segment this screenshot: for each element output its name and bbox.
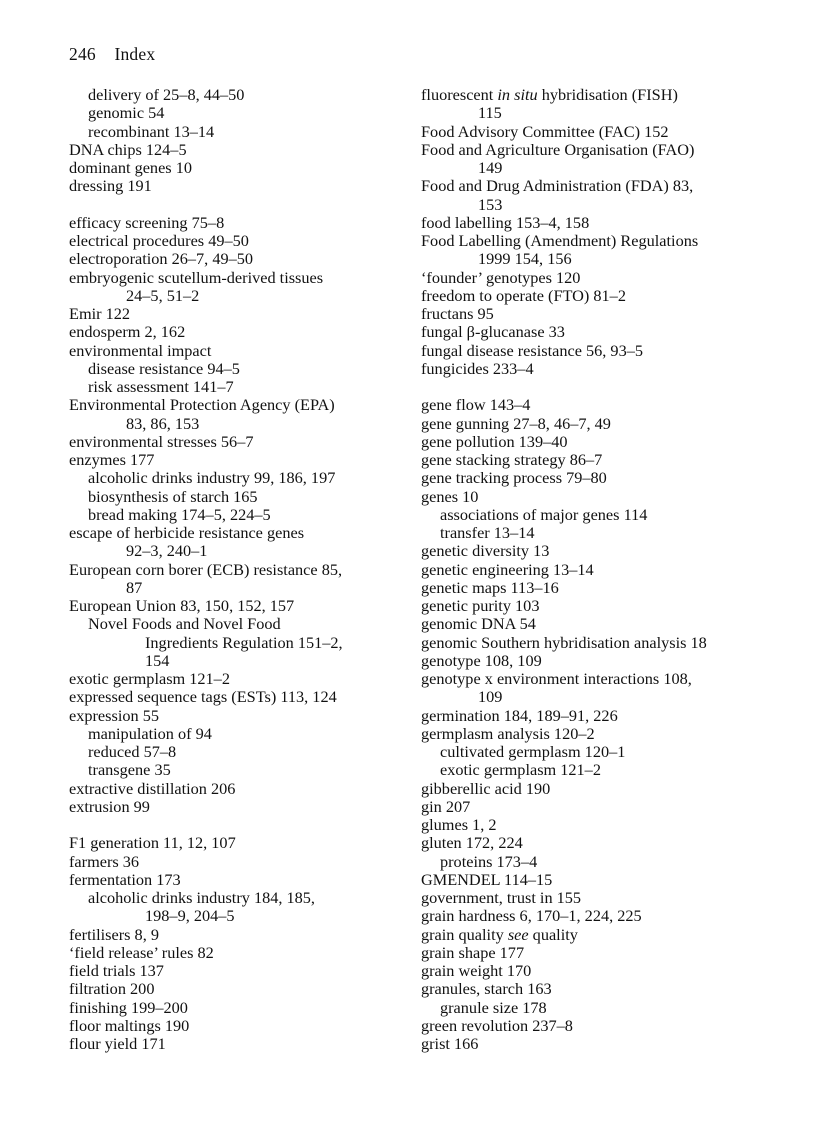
index-entry: gene pollution 139–40	[421, 431, 568, 451]
index-entry: transgene 35	[88, 760, 171, 780]
index-entry: exotic germplasm 121–2	[440, 760, 601, 780]
section-gap	[69, 816, 401, 834]
index-entry: food labelling 153–4, 158	[421, 212, 590, 232]
index-entry: Food and Drug Administration (FDA) 83,	[421, 176, 694, 196]
index-entry: genomic 54	[88, 103, 165, 123]
index-entry: dressing 191	[69, 176, 152, 196]
index-entry: Environmental Protection Agency (EPA)	[69, 395, 335, 415]
index-entry: electrical procedures 49–50	[69, 231, 249, 250]
index-entry: freedom to operate (FTO) 81–2	[421, 285, 626, 305]
index-entry: expression 55	[69, 705, 159, 725]
index-entry: escape of herbicide resistance genes	[69, 523, 305, 542]
index-entry: F1 generation 11, 12, 107	[69, 833, 236, 853]
index-entry	[421, 926, 766, 944]
section-gap	[421, 378, 766, 396]
italic-term: in situ	[497, 85, 538, 104]
index-entry: grain weight 170	[421, 961, 532, 980]
index-entry: alcoholic drinks industry 184, 185,	[88, 888, 316, 907]
index-entry: granule size 178	[440, 997, 547, 1017]
index-entry: European Union 83, 150, 152, 157	[69, 596, 295, 615]
index-entry: environmental impact	[69, 340, 212, 360]
index-entry: recombinant 13–14	[88, 121, 215, 141]
running-title: Index	[114, 44, 156, 64]
index-entry: cultivated germplasm 120–1	[440, 742, 626, 761]
index-entry: fertilisers 8, 9	[69, 924, 159, 944]
index-entry: genotype x environment interactions 108,	[421, 669, 692, 688]
index-entry: gibberellic acid 190	[421, 778, 551, 798]
italic-term: see	[507, 924, 529, 944]
index-entry: glumes 1, 2	[421, 815, 497, 834]
index-entry: genetic maps 113–16	[421, 577, 559, 597]
index-entry: exotic germplasm 121–2	[69, 669, 230, 688]
index-entry: fungal β-glucanase 33	[421, 322, 565, 342]
entry-text: hybridisation (FISH)	[537, 85, 678, 104]
index-entry: embryogenic scutellum-derived tissues	[69, 267, 324, 287]
entry-text: grain quality	[421, 924, 508, 944]
index-entry: enzymes 177	[69, 450, 155, 469]
index-entry: 109	[478, 687, 503, 707]
index-entry: finishing 199–200	[69, 997, 188, 1017]
index-entry: 198–9, 204–5	[145, 906, 235, 926]
index-entry: extrusion 99	[69, 796, 150, 816]
index-entry: genetic diversity 13	[421, 541, 550, 561]
index-entry: manipulation of 94	[88, 723, 212, 743]
index-entry: ‘founder’ genotypes 120	[421, 267, 581, 287]
index-entry: bread making 174–5, 224–5	[88, 504, 271, 524]
index-entry: grist 166	[421, 1034, 479, 1053]
index-entry: Novel Foods and Novel Food	[88, 614, 281, 634]
index-entry: 153	[478, 194, 503, 214]
index-entry: fungicides 233–4	[421, 358, 534, 378]
entry-text: quality	[528, 924, 578, 944]
index-entry: genomic DNA 54	[421, 614, 536, 634]
index-entry: associations of major genes 114	[440, 504, 648, 524]
index-entry: ‘field release’ rules 82	[69, 942, 214, 962]
index-entry: 149	[478, 158, 503, 177]
index-column-left	[69, 86, 401, 1053]
index-entry: 87	[126, 577, 143, 597]
index-entry: biosynthesis of starch 165	[88, 486, 258, 506]
index-entry: flour yield 171	[69, 1034, 166, 1053]
index-entry: reduced 57–8	[88, 742, 177, 761]
index-entry: field trials 137	[69, 961, 164, 980]
index-column-right	[421, 86, 766, 1053]
index-entry: Emir 122	[69, 304, 131, 323]
index-entry: alcoholic drinks industry 99, 186, 197	[88, 468, 336, 488]
index-entry: government, trust in 155	[421, 888, 582, 907]
index-entry: delivery of 25–8, 44–50	[88, 85, 245, 104]
index-entry: Food and Agriculture Organisation (FAO)	[421, 139, 695, 159]
index-entry: fungal disease resistance 56, 93–5	[421, 340, 643, 360]
index-entry: genes 10	[421, 486, 479, 506]
index-entry: environmental stresses 56–7	[69, 431, 254, 451]
index-entry: Ingredients Regulation 151–2,	[145, 632, 343, 652]
index-entry: 92–3, 240–1	[126, 541, 208, 561]
index-entry	[421, 86, 766, 104]
index-entry: farmers 36	[69, 851, 140, 871]
index-entry: Food Labelling (Amendment) Regulations	[421, 231, 699, 250]
index-entry: green revolution 237–8	[421, 1015, 573, 1035]
index-entry: grain hardness 6, 170–1, 224, 225	[421, 906, 642, 926]
entry-text: fluorescent	[421, 85, 498, 104]
index-entry: efficacy screening 75–8	[69, 212, 225, 232]
index-entry: fructans 95	[421, 304, 494, 323]
index-entry: extractive distillation 206	[69, 778, 236, 798]
index-entry: gene stacking strategy 86–7	[421, 450, 603, 469]
index-entry: dominant genes 10	[69, 158, 192, 177]
index-entry: disease resistance 94–5	[88, 358, 240, 378]
index-entry: gene tracking process 79–80	[421, 468, 607, 488]
index-entry: filtration 200	[69, 979, 155, 999]
index-entry: transfer 13–14	[440, 523, 535, 542]
index-entry: 115	[478, 103, 502, 123]
index-entry: expressed sequence tags (ESTs) 113, 124	[69, 687, 337, 707]
index-entry: proteins 173–4	[440, 851, 538, 871]
index-entry: granules, starch 163	[421, 979, 552, 999]
index-entry: germplasm analysis 120–2	[421, 723, 595, 743]
index-entry: genotype 108, 109	[421, 650, 542, 670]
index-entry: electroporation 26–7, 49–50	[69, 249, 254, 269]
index-entry: 83, 86, 153	[126, 413, 200, 433]
index-entry: gene gunning 27–8, 46–7, 49	[421, 413, 611, 433]
index-entry: DNA chips 124–5	[69, 139, 187, 159]
index-entry: gluten 172, 224	[421, 833, 523, 853]
section-gap	[69, 196, 401, 214]
index-entry: 154	[145, 650, 170, 670]
running-head	[69, 44, 155, 65]
index-entry: gin 207	[421, 796, 471, 816]
page-number: 246	[69, 44, 96, 64]
index-entry: floor maltings 190	[69, 1015, 190, 1035]
index-entry: genetic purity 103	[421, 596, 540, 615]
index-entry: GMENDEL 114–15	[421, 869, 553, 889]
index-entry: 1999 154, 156	[478, 249, 572, 269]
index-entry: gene flow 143–4	[421, 395, 531, 415]
index-entry: genomic Southern hybridisation analysis 18	[421, 632, 707, 652]
index-entry: germination 184, 189–91, 226	[421, 705, 618, 725]
index-entry: 24–5, 51–2	[126, 285, 200, 305]
index-entry: European corn borer (ECB) resistance 85,	[69, 559, 343, 579]
index-entry: grain shape 177	[421, 942, 525, 962]
index-entry: endosperm 2, 162	[69, 322, 186, 342]
index-entry: fermentation 173	[69, 869, 181, 889]
index-entry: genetic engineering 13–14	[421, 559, 594, 579]
index-entry: Food Advisory Committee (FAC) 152	[421, 121, 669, 141]
index-entry: risk assessment 141–7	[88, 377, 234, 396]
